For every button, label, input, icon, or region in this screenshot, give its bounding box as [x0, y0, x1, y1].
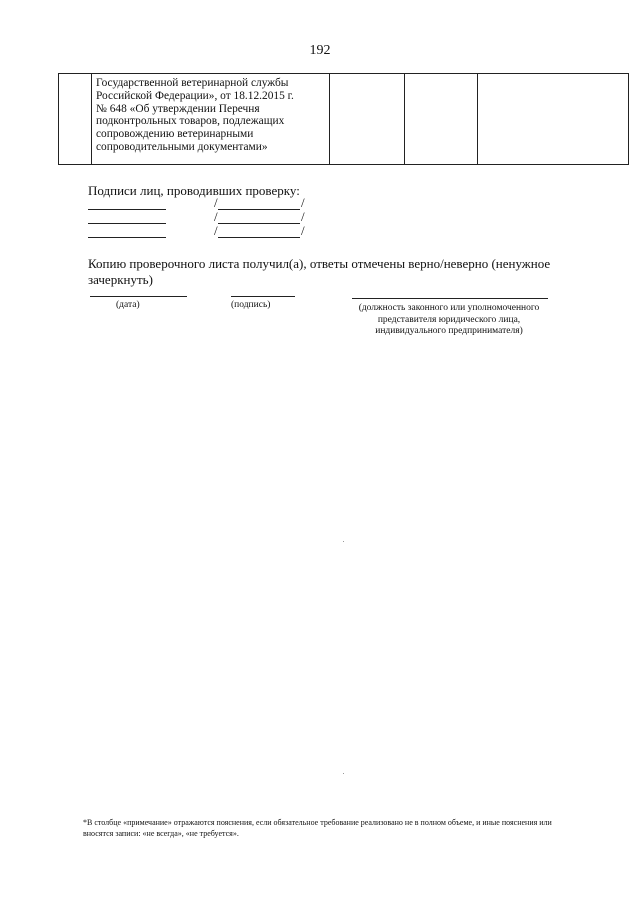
table-cell-yes [330, 74, 405, 165]
signature-line [88, 237, 166, 238]
signature-line [88, 223, 166, 224]
position-line [352, 298, 548, 299]
slash: / [214, 223, 218, 238]
table-cell-number [59, 74, 92, 165]
cell-line: подконтрольных товаров, подлежащих [96, 115, 285, 128]
receipt-statement: Копию проверочного листа получил(а), ответы отмечены верно/неверно (ненужное зачеркнуть) [88, 256, 551, 287]
signature-line [88, 209, 166, 210]
requirements-table [58, 73, 629, 165]
slash: / [301, 195, 305, 210]
table-cell-no [405, 74, 478, 165]
signature-line [231, 296, 295, 297]
date-caption: (дата) [116, 300, 140, 310]
cell-line: Российской Федерации», от 18.12.2015 г. [96, 89, 294, 102]
signature-row [88, 223, 328, 240]
signatures-heading: Подписи лиц, проводивших проверку: [88, 183, 300, 198]
position-caption [340, 303, 558, 338]
caption-line-text: представителя юридического лица, [377, 314, 521, 325]
scan-speck [343, 541, 344, 542]
date-line [90, 296, 187, 297]
caption-line-text: (должность законного или уполномоченного [358, 303, 540, 313]
footnote: *В столбце «примечание» отражаются пояснения, если обязательное требование реализовано не в полном объеме, и иные пояснения или вносятся записи: «не всегда», «не требуется». [83, 818, 552, 838]
table-cell-requirement [92, 74, 330, 165]
cell-line: № 648 «Об утверждении Перечня [96, 102, 260, 115]
slash: / [301, 209, 305, 224]
signature-row [88, 195, 328, 212]
name-line [218, 223, 300, 224]
cell-line: Государственной ветеринарной службы [96, 77, 289, 89]
cell-line: сопровождению ветеринарными [96, 128, 254, 141]
caption-line-text: индивидуального предпринимателя) [375, 326, 523, 336]
signature-row [88, 209, 328, 226]
cell-line: сопроводительными документами» [96, 140, 268, 153]
signature-caption: (подпись) [231, 300, 271, 310]
scan-speck [343, 773, 344, 774]
name-line [218, 209, 300, 210]
slash: / [214, 209, 218, 224]
page-number: 192 [309, 43, 331, 58]
slash: / [301, 223, 305, 238]
slash: / [214, 195, 218, 210]
table-row [59, 74, 629, 165]
name-line [218, 237, 300, 238]
table-cell-note [478, 74, 629, 165]
